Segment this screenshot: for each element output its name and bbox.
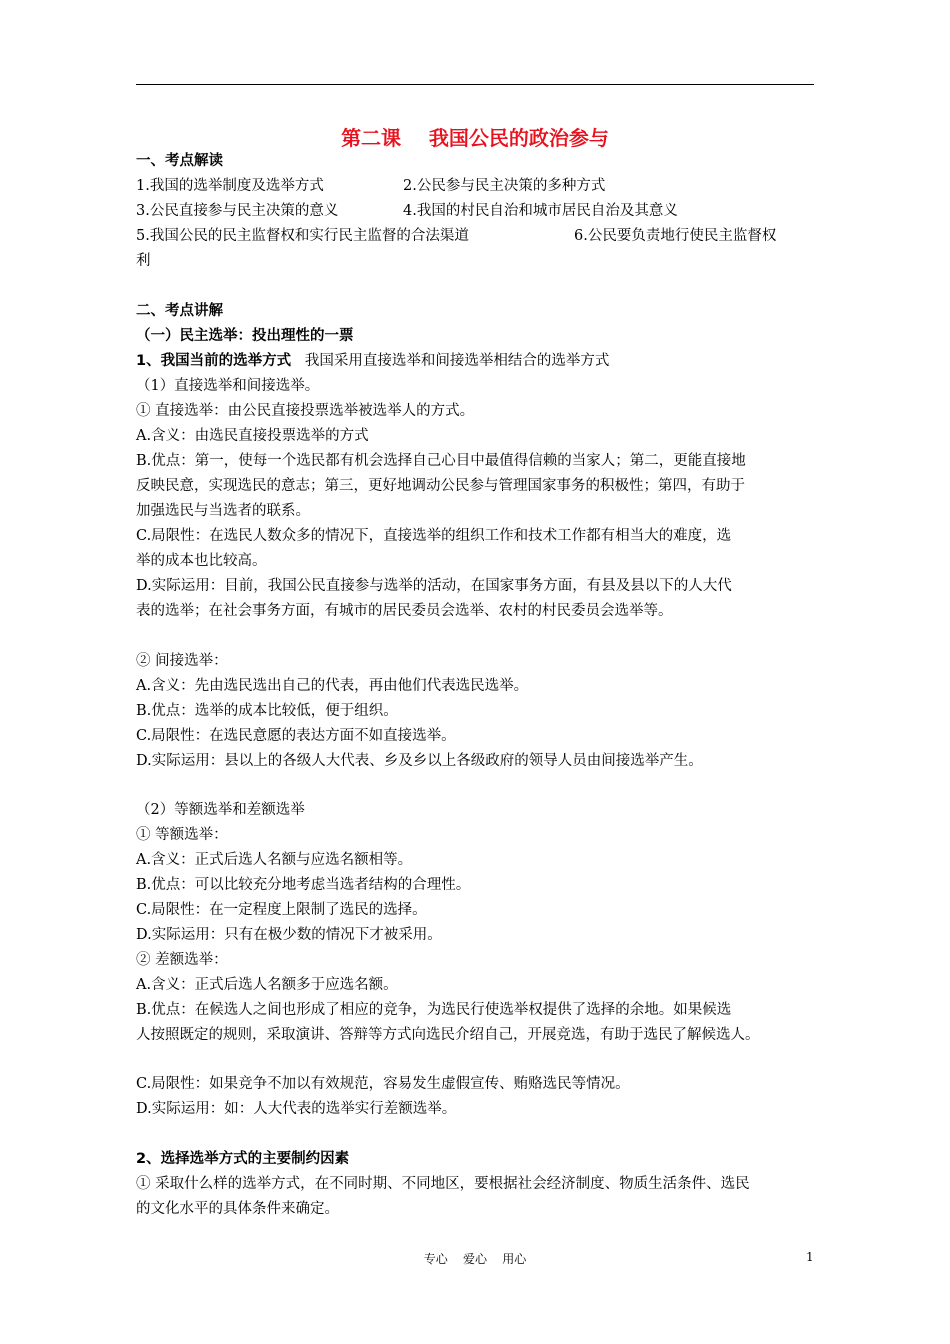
- outline-row: [136, 227, 816, 245]
- text-line: 加强选民与当选者的联系。: [136, 503, 310, 519]
- outline-item: 2.公民参与民主决策的多种方式: [403, 178, 606, 194]
- outline-item: 3.公民直接参与民主决策的意义: [136, 203, 339, 219]
- point-heading: [136, 352, 609, 370]
- text-line: 人按照既定的规则，采取演讲、答辩等方式向选民介绍自己，开展竞选，有助于选民了解候选人。: [136, 1027, 760, 1043]
- text-line: D.实际运用：只有在极少数的情况下才被采用。: [136, 927, 442, 943]
- text-line: A.含义：先由选民选出自己的代表，再由他们代表选民选举。: [136, 678, 529, 694]
- text-line: 表的选举；在社会事务方面，有城市的居民委员会选举、农村的村民委员会选举等。: [136, 603, 673, 619]
- text-line: 的文化水平的具体条件来确定。: [136, 1201, 339, 1217]
- text-line: 举的成本也比较高。: [136, 553, 267, 569]
- part-heading: （1）直接选举和间接选举。: [136, 378, 320, 394]
- text-line: B.优点：在候选人之间也形成了相应的竞争，为选民行使选举权提供了选择的余地。如果候选: [136, 1002, 732, 1018]
- outline-item: 1.我国的选举制度及选举方式: [136, 178, 324, 194]
- text-line: D.实际运用：县以上的各级人大代表、乡及乡以上各级政府的领导人员由间接选举产生。: [136, 753, 703, 769]
- outline-row: [136, 177, 816, 195]
- outline-row: [136, 202, 816, 220]
- point-title: 2、选择选举方式的主要制约因素: [136, 1151, 350, 1167]
- text-line: B.优点：选举的成本比较低，便于组织。: [136, 703, 398, 719]
- text-line: ① 采取什么样的选举方式，在不同时期、不同地区，要根据社会经济制度、物质生活条件、选民: [136, 1176, 750, 1192]
- page-title: 第二课 我国公民的政治参与: [341, 126, 609, 150]
- point-text: 我国采用直接选举和间接选举相结合的选举方式: [304, 353, 610, 369]
- subsection-heading: （一）民主选举：投出理性的一票: [136, 328, 354, 344]
- text-line: C.局限性：在一定程度上限制了选民的选择。: [136, 902, 427, 918]
- text-line: A.含义：正式后选人名额与应选名额相等。: [136, 852, 413, 868]
- outline-item: 利: [136, 253, 151, 269]
- text-line: D.实际运用：目前，我国公民直接参与选举的活动，在国家事务方面，有县及县以下的人大代: [136, 578, 732, 594]
- header-rule: [136, 84, 814, 85]
- text-line: ② 差额选举：: [136, 952, 228, 968]
- text-line: A.含义：正式后选人名额多于应选名额。: [136, 977, 398, 993]
- text-line: C.局限性：如果竞争不加以有效规范，容易发生虚假宣传、贿赂选民等情况。: [136, 1076, 630, 1092]
- section-heading: 一、考点解读: [136, 153, 223, 169]
- section-heading: 二、考点讲解: [136, 303, 223, 319]
- text-line: 反映民意，实现选民的意志；第三，更好地调动公民参与管理国家事务的积极性；第四，有助于: [136, 478, 745, 494]
- text-line: ① 直接选举：由公民直接投票选举被选举人的方式。: [136, 403, 475, 419]
- text-line: A.含义：由选民直接投票选举的方式: [136, 428, 369, 444]
- text-line: C.局限性：在选民意愿的表达方面不如直接选举。: [136, 728, 456, 744]
- outline-item: 4.我国的村民自治和城市居民自治及其意义: [403, 203, 678, 219]
- outline-item: 5.我国公民的民主监督权和实行民主监督的合法渠道: [136, 228, 469, 244]
- point-title: 1、我国当前的选举方式: [136, 353, 292, 369]
- text-line: D.实际运用：如：人大代表的选举实行差额选举。: [136, 1101, 457, 1117]
- text-line: B.优点：可以比较充分地考虑当选者结构的合理性。: [136, 877, 471, 893]
- outline-item: 6.公民要负责地行使民主监督权: [574, 228, 777, 244]
- footer-motto: 专心 爱心 用心: [423, 1252, 527, 1266]
- text-line: B.优点：第一，使每一个选民都有机会选择自己心目中最值得信赖的当家人；第二，更能直接地: [136, 453, 746, 469]
- page-number: 1: [806, 1250, 814, 1264]
- text-line: C.局限性：在选民人数众多的情况下，直接选举的组织工作和技术工作都有相当大的难度，选: [136, 528, 732, 544]
- text-line: ① 等额选举：: [136, 827, 228, 843]
- part-heading: （2）等额选举和差额选举: [136, 802, 305, 818]
- text-line: ② 间接选举：: [136, 653, 228, 669]
